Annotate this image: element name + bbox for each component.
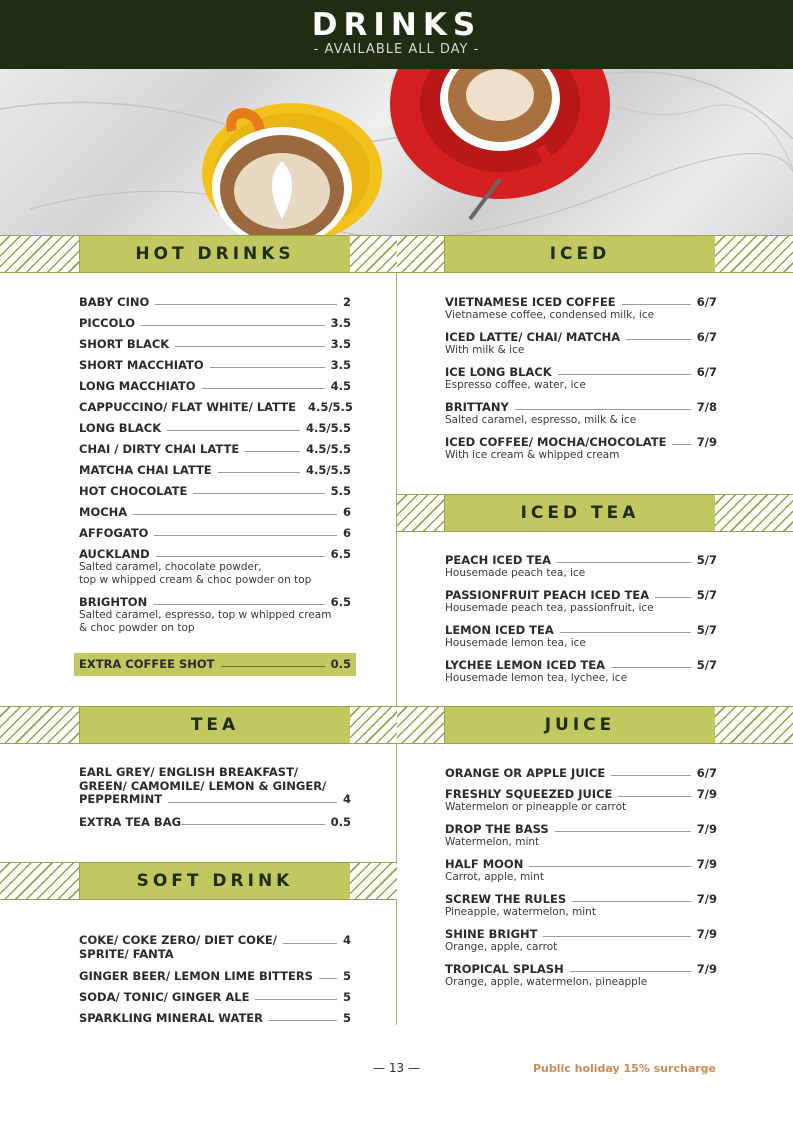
item-price: 7/9 [696, 857, 717, 871]
item-name: DROP THE BASS [445, 822, 549, 836]
iced-header [397, 235, 793, 273]
item-price: 7/9 [696, 787, 717, 801]
item-price: 7/9 [696, 927, 717, 941]
dot-leader [175, 346, 324, 347]
item-price: 0.5 [330, 814, 351, 829]
item-price: 0.5 [330, 657, 351, 671]
item-name: LEMON ICED TEA [445, 623, 554, 637]
item-description: Housemade lemon tea, ice [445, 637, 586, 649]
item-name: HALF MOON [445, 857, 524, 871]
menu-item [445, 400, 717, 427]
coffee-cups-illustration [0, 69, 793, 235]
dot-leader [543, 936, 690, 937]
item-price: 4.5/5.5 [306, 463, 351, 477]
menu-item [445, 787, 717, 814]
item-description: Carrot, apple, mint [445, 871, 544, 883]
item-price: 4 [342, 933, 351, 947]
item-name: LONG MACCHIATO [79, 379, 196, 393]
menu-item [445, 927, 717, 954]
extra-coffee-shot [79, 657, 351, 671]
item-price: 7/9 [696, 822, 717, 836]
item-price: 5/7 [696, 588, 717, 602]
item-price: 4 [342, 792, 351, 806]
menu-item [445, 553, 717, 580]
dot-leader [210, 367, 325, 368]
menu-item [445, 435, 717, 462]
menu-item [445, 857, 717, 884]
item-description: & choc powder on top [79, 622, 195, 634]
dot-leader [672, 444, 690, 445]
dot-leader [558, 374, 691, 375]
item-name: BRITTANY [445, 400, 509, 414]
soft-drink-header [0, 862, 397, 900]
dot-leader [618, 796, 690, 797]
dot-leader [269, 1020, 337, 1021]
dot-leader [168, 802, 337, 803]
item-name: MATCHA CHAI LATTE [79, 463, 212, 477]
menu-item [79, 421, 351, 435]
column-divider [396, 235, 397, 1025]
menu-item [79, 463, 351, 477]
item-description: Housemade peach tea, passionfruit, ice [445, 602, 654, 614]
item-price: 2 [342, 295, 351, 309]
dot-leader [221, 666, 325, 667]
item-description: Orange, apple, carrot [445, 941, 558, 953]
item-name: CHAI / DIRTY CHAI LATTE [79, 442, 240, 456]
item-price: 7/8 [696, 400, 717, 414]
dot-leader [155, 304, 337, 305]
dot-leader [193, 493, 324, 494]
item-price: 5/7 [696, 553, 717, 567]
dot-leader [153, 604, 324, 605]
dot-leader [626, 339, 691, 340]
item-name: AUCKLAND [79, 547, 150, 561]
menu-item [79, 442, 351, 456]
item-price: 5/7 [696, 658, 717, 672]
item-name: GREEN/ CAMOMILE/ LEMON & GINGER/ [79, 778, 327, 793]
item-name: ICE LONG BLACK [445, 365, 552, 379]
item-description: Watermelon or pineapple or carrot [445, 801, 627, 813]
item-name: BABY CINO [79, 295, 150, 309]
iced-title: ICED [444, 235, 716, 273]
menu-item [445, 658, 717, 685]
menu-item [79, 547, 351, 587]
dot-leader [202, 388, 325, 389]
dot-leader [570, 971, 691, 972]
item-name: HOT CHOCOLATE [79, 484, 188, 498]
item-name: PICCOLO [79, 316, 136, 330]
juice-title: JUICE [444, 706, 716, 744]
item-name: BRIGHTON [79, 595, 148, 609]
dot-leader [156, 556, 325, 557]
menu-item [79, 815, 351, 829]
item-price: 3.5 [330, 358, 351, 372]
item-name: ICED LATTE/ CHAI/ MATCHA [445, 330, 621, 344]
item-price: 6 [342, 505, 351, 519]
item-name: SPARKLING MINERAL WATER [79, 1011, 264, 1025]
menu-item [79, 526, 351, 540]
item-price: 6/7 [696, 295, 717, 309]
soft-drink-title: SOFT DRINK [79, 862, 351, 900]
menu-item [79, 295, 351, 309]
menu-item [445, 330, 717, 357]
dot-leader [655, 597, 691, 598]
item-description: Salted caramel, chocolate powder, [79, 561, 262, 573]
tea-list [79, 766, 351, 829]
page-title: DRINKS [311, 7, 482, 43]
item-price: 3.5 [330, 316, 351, 330]
item-price: 7/9 [696, 892, 717, 906]
dot-leader [141, 325, 325, 326]
item-name: CAPPUCCINO/ FLAT WHITE/ LATTE [79, 400, 296, 414]
item-name: SHINE BRIGHT [445, 927, 538, 941]
item-price: 5 [342, 990, 351, 1004]
dot-leader [218, 472, 300, 473]
dot-leader [255, 999, 337, 1000]
dot-leader [611, 667, 691, 668]
item-name: VIETNAMESE ICED COFFEE [445, 295, 616, 309]
item-price: 3.5 [330, 337, 351, 351]
item-description: With milk & ice [445, 344, 525, 356]
dot-leader [555, 831, 691, 832]
item-name: PEPPERMINT [79, 792, 163, 806]
page-subtitle: - AVAILABLE ALL DAY - [313, 42, 480, 57]
soft-drink-list [79, 934, 351, 1025]
item-name: SODA/ TONIC/ GINGER ALE [79, 990, 250, 1004]
item-name: ORANGE OR APPLE JUICE [445, 766, 606, 780]
tea-header [0, 706, 397, 744]
menu-item [445, 822, 717, 849]
item-name: COKE/ COKE ZERO/ DIET COKE/ [79, 933, 277, 947]
item-price: 5.5 [330, 484, 351, 498]
item-price: 4.5/5.5 [306, 421, 351, 435]
item-price: 4.5/5.5 [306, 442, 351, 456]
dot-leader [245, 451, 300, 452]
tea-title: TEA [79, 706, 351, 744]
dot-leader [154, 535, 337, 536]
item-name: PASSIONFRUIT PEACH ICED TEA [445, 588, 650, 602]
menu-item [79, 358, 351, 372]
item-name: EXTRA COFFEE SHOT [79, 657, 215, 671]
hot-drinks-list [79, 295, 351, 635]
item-description: top w whipped cream & choc powder on top [79, 574, 312, 586]
dot-leader [167, 430, 300, 431]
item-name: SHORT BLACK [79, 337, 170, 351]
item-name: GINGER BEER/ LEMON LIME BITTERS [79, 969, 313, 983]
surcharge-note: Public holiday 15% surcharge [532, 1062, 716, 1075]
menu-item [79, 484, 351, 498]
dot-leader [181, 824, 325, 825]
iced-tea-title: ICED TEA [444, 494, 716, 532]
hero-coffee-image [0, 69, 793, 235]
menu-item [445, 365, 717, 392]
menu-item [79, 969, 351, 983]
item-name: MOCHA [79, 505, 128, 519]
page-number: — 13 — [373, 1061, 420, 1075]
dot-leader [557, 562, 691, 563]
item-price: 4.5/5.5 [307, 400, 353, 414]
item-name: PEACH ICED TEA [445, 553, 551, 567]
item-price: 6/7 [696, 766, 717, 780]
menu-item [79, 400, 351, 414]
dot-leader [133, 514, 337, 515]
item-description: Salted caramel, espresso, top w whipped cream [79, 609, 332, 621]
item-price: 4.5 [330, 379, 351, 393]
item-description: Salted caramel, espresso, milk & ice [445, 414, 637, 426]
juice-header [397, 706, 793, 744]
item-price: 6/7 [696, 330, 717, 344]
item-name: TROPICAL SPLASH [445, 962, 564, 976]
menu-item [79, 990, 351, 1004]
item-name: LYCHEE LEMON ICED TEA [445, 658, 605, 672]
menu-item [445, 623, 717, 650]
iced-tea-header [397, 494, 793, 532]
item-name: EXTRA TEA BAG [79, 814, 182, 829]
dot-leader [515, 409, 691, 410]
iced-tea-list [445, 553, 717, 685]
item-price: 5 [342, 1011, 351, 1025]
dot-leader [319, 978, 337, 979]
item-name: FRESHLY SQUEEZED JUICE [445, 787, 613, 801]
item-description: Pineapple, watermelon, mint [445, 906, 596, 918]
menu-item [445, 766, 717, 780]
item-description: Vietnamese coffee, condensed milk, ice [445, 309, 655, 321]
juice-list [445, 766, 717, 989]
menu-item [445, 295, 717, 322]
item-description: Housemade peach tea, ice [445, 567, 586, 579]
item-name: ICED COFFEE/ MOCHA/CHOCOLATE [445, 435, 667, 449]
dot-leader [283, 943, 337, 944]
item-description: Espresso coffee, water, ice [445, 379, 586, 391]
item-name: SHORT MACCHIATO [79, 358, 204, 372]
dot-leader [529, 866, 690, 867]
item-price: 7/9 [696, 962, 717, 976]
item-price: 6.5 [330, 547, 351, 561]
item-price: 6/7 [696, 365, 717, 379]
menu-item [79, 766, 351, 807]
item-description: With ice cream & whipped cream [445, 449, 620, 461]
menu-item [79, 505, 351, 519]
item-name: EARL GREY/ ENGLISH BREAKFAST/ [79, 765, 299, 779]
item-price: 6 [342, 526, 351, 540]
menu-item [445, 962, 717, 989]
item-description: Housemade lemon tea, lychee, ice [445, 672, 628, 684]
menu-item [79, 337, 351, 351]
page-header [0, 0, 793, 69]
menu-item [79, 595, 351, 635]
menu-item [79, 379, 351, 393]
item-description: Watermelon, mint [445, 836, 540, 848]
item-price: 7/9 [696, 435, 717, 449]
item-price: 6.5 [330, 595, 351, 609]
menu-item [445, 892, 717, 919]
item-price: 5/7 [696, 623, 717, 637]
menu-item [79, 316, 351, 330]
hot-drinks-header [0, 235, 397, 273]
dot-leader [572, 901, 691, 902]
menu-item [445, 588, 717, 615]
menu-item [79, 1011, 351, 1025]
item-name: SPRITE/ FANTA [79, 946, 174, 961]
dot-leader [622, 304, 691, 305]
menu-item [79, 934, 351, 961]
item-name: LONG BLACK [79, 421, 162, 435]
item-name: AFFOGATO [79, 526, 149, 540]
iced-list [445, 295, 717, 462]
item-description: Orange, apple, watermelon, pineapple [445, 976, 648, 988]
dot-leader [611, 775, 691, 776]
item-price: 5 [342, 969, 351, 983]
hot-drinks-title: HOT DRINKS [79, 235, 351, 273]
dot-leader [560, 632, 691, 633]
item-name: SCREW THE RULES [445, 892, 567, 906]
